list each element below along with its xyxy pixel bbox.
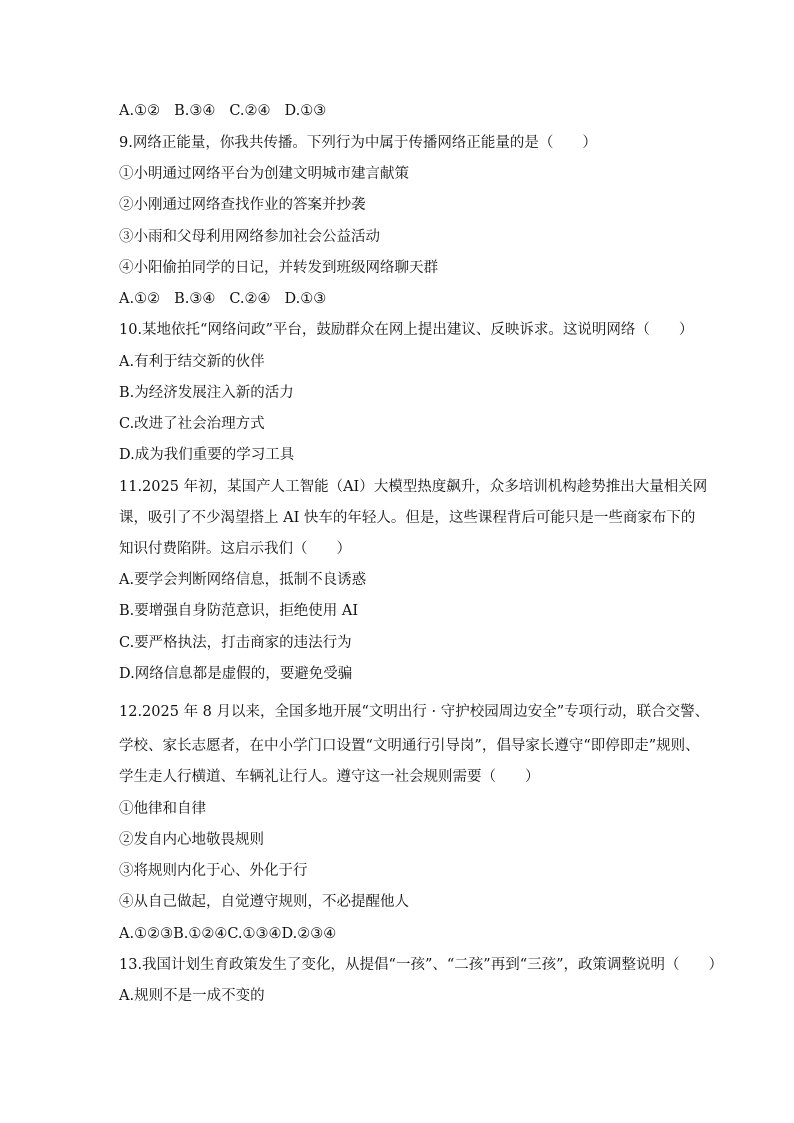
q9-option-b: B.③④ bbox=[174, 291, 216, 307]
q9-stem: 9.网络正能量，你我共传播。下列行为中属于传播网络正能量的是（ ） bbox=[119, 135, 597, 151]
q11-stem-line-3: 知识付费陷阱。这启示我们（ ） bbox=[119, 541, 351, 557]
q9-option-d: D.①③ bbox=[284, 291, 327, 307]
q12-options: A.①②③B.①②④C.①③④D.②③④ bbox=[119, 926, 337, 942]
q11-stem-line-2: 课，吸引了不少渴望搭上 AI 快车的年轻人。但是，这些课程背后可能只是一些商家布下的 bbox=[119, 510, 696, 526]
q12-stem-line-3: 学生走人行横道、车辆礼让行人。遵守这一社会规则需要（ ） bbox=[119, 769, 540, 785]
q9-option-c: C.②④ bbox=[229, 291, 271, 307]
q11-option-d: D.网络信息都是虚假的，要避免受骗 bbox=[119, 666, 353, 682]
q8-option-c: C.②④ bbox=[229, 103, 271, 119]
q10-option-a: A.有利于结交新的伙伴 bbox=[119, 354, 265, 370]
q13-option-a: A.规则不是一成不变的 bbox=[119, 988, 265, 1004]
q10-stem: 10.某地依托“网络问政”平台，鼓励群众在网上提出建议、反映诉求。这说明网络（ ） bbox=[119, 322, 694, 338]
q9-statement-2: ②小刚通过网络查找作业的答案并抄袭 bbox=[119, 197, 366, 213]
q9-options bbox=[119, 289, 326, 309]
q9-statement-3: ③小雨和父母利用网络参加社会公益活动 bbox=[119, 229, 380, 245]
q12-statement-2: ②发自内心地敬畏规则 bbox=[119, 832, 264, 848]
q8-option-b: B.③④ bbox=[174, 103, 216, 119]
q9-statement-1: ①小明通过网络平台为创建文明城市建言献策 bbox=[119, 166, 409, 182]
q9-statement-4: ④小阳偷拍同学的日记，并转发到班级网络聊天群 bbox=[119, 260, 438, 276]
q11-option-c: C.要严格执法，打击商家的违法行为 bbox=[119, 635, 352, 651]
q10-option-c: C.改进了社会治理方式 bbox=[119, 416, 265, 432]
q12-statement-1: ①他律和自律 bbox=[119, 801, 206, 817]
q12-statement-4: ④从自己做起，自觉遵守规则，不必提醒他人 bbox=[119, 894, 409, 910]
q12-stem-line-1: 12.2025 年 8 月以来，全国多地开展“文明出行 · 守护校园周边安全”专项行动，联合交警、 bbox=[119, 704, 710, 720]
q12-stem-line-2: 学校、家长志愿者，在中小学门口设置“文明通行引导岗”，倡导家长遵守“即停即走”规则、 bbox=[119, 738, 700, 754]
q13-stem: 13.我国计划生育政策发生了变化，从提倡“一孩”、“二孩”再到“三孩”，政策调整说明（ ） bbox=[119, 957, 724, 973]
q10-option-b: B.为经济发展注入新的活力 bbox=[119, 385, 294, 401]
q8-option-d: D.①③ bbox=[284, 103, 327, 119]
q10-option-d: D.成为我们重要的学习工具 bbox=[119, 447, 295, 463]
q8-options bbox=[119, 101, 326, 121]
q11-option-b: B.要增强自身防范意识，拒绝使用 AI bbox=[119, 603, 359, 619]
q9-option-a: A.①② bbox=[119, 291, 161, 307]
q8-option-a: A.①② bbox=[119, 103, 161, 119]
q12-statement-3: ③将规则内化于心、外化于行 bbox=[119, 863, 308, 879]
q11-stem-line-1: 11.2025 年初，某国产人工智能（AI）大模型热度飙升，众多培训机构趁势推出大量相关网 bbox=[119, 479, 708, 495]
q11-option-a: A.要学会判断网络信息，抵制不良诱惑 bbox=[119, 572, 367, 588]
